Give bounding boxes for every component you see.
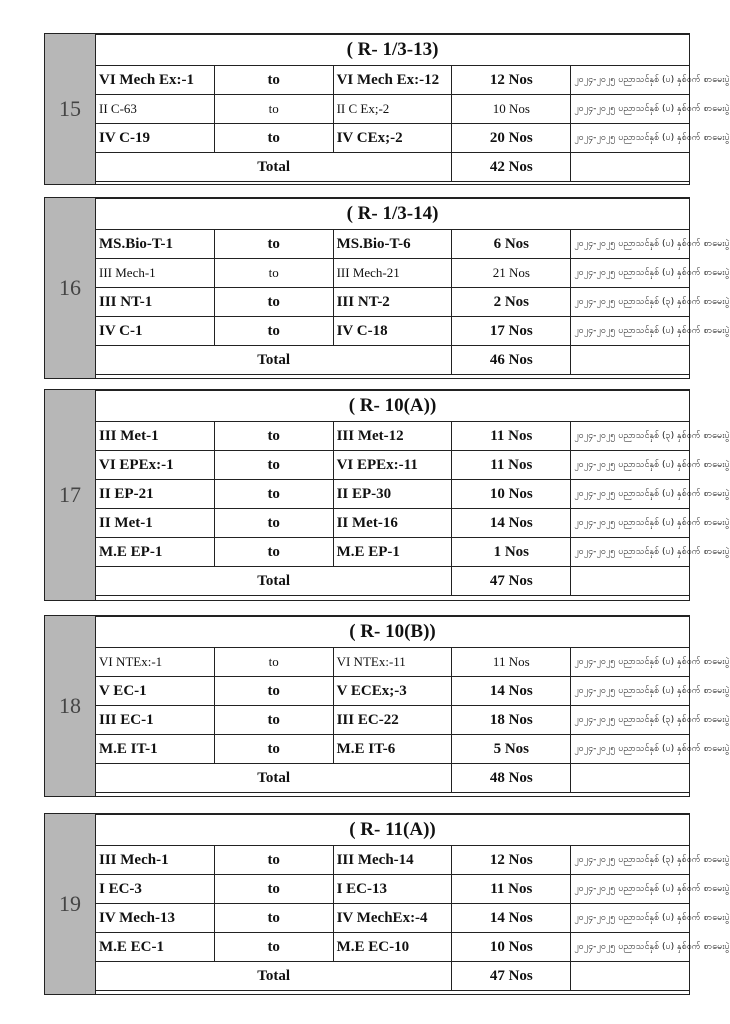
total-value: 42 Nos [452, 153, 571, 182]
total-empty-cell [571, 962, 690, 991]
to-roll: IV MechEx:-4 [333, 904, 452, 933]
total-row [96, 962, 690, 991]
total-value: 47 Nos [452, 567, 571, 596]
room-block [44, 33, 730, 185]
exam-note: ၂၀၂၄-၂၀၂၅ ပညာသင်နှစ် (ပ) နှစ်ဝက် စာမေးပွဲ [571, 933, 690, 962]
table-row [96, 317, 690, 346]
total-label: Total [96, 764, 452, 793]
total-value: 47 Nos [452, 962, 571, 991]
total-label: Total [96, 567, 452, 596]
from-roll: III Mech-1 [96, 846, 215, 875]
to-roll: IV C-18 [333, 317, 452, 346]
from-roll: V EC-1 [96, 677, 215, 706]
exam-note: ၂၀၂၄-၂၀၂၅ ပညာသင်နှစ် (ပ) နှစ်ဝက် စာမေးပွဲ [571, 875, 690, 904]
quantity: 14 Nos [452, 677, 571, 706]
to-label: to [214, 317, 333, 346]
room-table [95, 390, 730, 596]
room-block [44, 615, 730, 797]
room-table [95, 34, 730, 182]
from-roll: IV C-19 [96, 124, 215, 153]
to-roll: M.E EC-10 [333, 933, 452, 962]
to-label: to [214, 451, 333, 480]
to-roll: V ECEx;-3 [333, 677, 452, 706]
table-row [96, 422, 690, 451]
exam-note: ၂၀၂၄-၂၀၂၅ ပညာသင်နှစ် (၃) နှစ်ဝက် စာမေးပွဲ [571, 706, 690, 735]
exam-note: ၂၀၂၄-၂၀၂၅ ပညာသင်နှစ် (ပ) နှစ်ဝက် စာမေးပွဲ [571, 95, 690, 124]
table-row [96, 259, 690, 288]
to-label: to [214, 230, 333, 259]
table-row [96, 648, 690, 677]
room-title: ( R- 11(A)) [96, 815, 690, 846]
table-row [96, 509, 690, 538]
to-roll: III Mech-21 [333, 259, 452, 288]
total-row [96, 346, 690, 375]
quantity: 11 Nos [452, 422, 571, 451]
exam-note: ၂၀၂၄-၂၀၂၅ ပညာသင်နှစ် (ပ) နှစ်ဝက် စာမေးပွဲ [571, 538, 690, 567]
total-value: 46 Nos [452, 346, 571, 375]
to-label: to [214, 124, 333, 153]
total-empty-cell [571, 764, 690, 793]
table-row [96, 846, 690, 875]
to-label: to [214, 66, 333, 95]
to-label: to [214, 538, 333, 567]
total-label: Total [96, 153, 452, 182]
quantity: 12 Nos [452, 66, 571, 95]
exam-note: ၂၀၂၄-၂၀၂၅ ပညာသင်နှစ် (ပ) နှစ်ဝက် စာမေးပွဲ [571, 66, 690, 95]
total-row [96, 567, 690, 596]
room-title: ( R- 10(A)) [96, 391, 690, 422]
table-row [96, 904, 690, 933]
room-block [44, 389, 730, 601]
exam-note: ၂၀၂၄-၂၀၂၅ ပညာသင်နှစ် (၃) နှစ်ဝက် စာမေးပွဲ [571, 422, 690, 451]
to-label: to [214, 735, 333, 764]
to-label: to [214, 288, 333, 317]
room-block [44, 813, 730, 995]
from-roll: II Met-1 [96, 509, 215, 538]
table-row [96, 875, 690, 904]
quantity: 11 Nos [452, 451, 571, 480]
exam-note: ၂၀၂၄-၂၀၂၅ ပညာသင်နှစ် (ပ) နှစ်ဝက် စာမေးပွဲ [571, 124, 690, 153]
table-row [96, 124, 690, 153]
from-roll: M.E EC-1 [96, 933, 215, 962]
table-row [96, 538, 690, 567]
to-label: to [214, 904, 333, 933]
table-row [96, 451, 690, 480]
block-number: 16 [45, 198, 96, 378]
from-roll: VI NTEx:-1 [96, 648, 215, 677]
to-roll: VI NTEx:-11 [333, 648, 452, 677]
room-title: ( R- 1/3-14) [96, 199, 690, 230]
quantity: 10 Nos [452, 933, 571, 962]
quantity: 5 Nos [452, 735, 571, 764]
to-label: to [214, 677, 333, 706]
from-roll: I EC-3 [96, 875, 215, 904]
to-label: to [214, 422, 333, 451]
table-row [96, 706, 690, 735]
quantity: 11 Nos [452, 875, 571, 904]
room-block [44, 197, 730, 379]
exam-note: ၂၀၂၄-၂၀၂၅ ပညာသင်နှစ် (ပ) နှစ်ဝက် စာမေးပွဲ [571, 230, 690, 259]
to-roll: III NT-2 [333, 288, 452, 317]
to-label: to [214, 933, 333, 962]
table-row [96, 288, 690, 317]
room-table [95, 198, 730, 375]
exam-note: ၂၀၂၄-၂၀၂၅ ပညာသင်နှစ် (ပ) နှစ်ဝက် စာမေးပွဲ [571, 451, 690, 480]
to-roll: VI Mech Ex:-12 [333, 66, 452, 95]
from-roll: II EP-21 [96, 480, 215, 509]
quantity: 10 Nos [452, 480, 571, 509]
total-value: 48 Nos [452, 764, 571, 793]
exam-note: ၂၀၂၄-၂၀၂၅ ပညာသင်နှစ် (ပ) နှစ်ဝက် စာမေးပွဲ [571, 509, 690, 538]
to-roll: III Mech-14 [333, 846, 452, 875]
to-roll: M.E IT-6 [333, 735, 452, 764]
table-row [96, 95, 690, 124]
to-roll: III EC-22 [333, 706, 452, 735]
quantity: 20 Nos [452, 124, 571, 153]
room-table [95, 814, 730, 991]
to-label: to [214, 846, 333, 875]
to-roll: VI EPEx:-11 [333, 451, 452, 480]
table-row [96, 480, 690, 509]
from-roll: M.E EP-1 [96, 538, 215, 567]
to-label: to [214, 648, 333, 677]
from-roll: III NT-1 [96, 288, 215, 317]
from-roll: M.E IT-1 [96, 735, 215, 764]
total-row [96, 764, 690, 793]
exam-note: ၂၀၂၄-၂၀၂၅ ပညာသင်နှစ် (ပ) နှစ်ဝက် စာမေးပွဲ [571, 677, 690, 706]
from-roll: IV C-1 [96, 317, 215, 346]
exam-note: ၂၀၂၄-၂၀၂၅ ပညာသင်နှစ် (ပ) နှစ်ဝက် စာမေးပွဲ [571, 648, 690, 677]
quantity: 17 Nos [452, 317, 571, 346]
from-roll: III Met-1 [96, 422, 215, 451]
quantity: 10 Nos [452, 95, 571, 124]
exam-note: ၂၀၂၄-၂၀၂၅ ပညာသင်နှစ် (ပ) နှစ်ဝက် စာမေးပွဲ [571, 259, 690, 288]
room-title: ( R- 10(B)) [96, 617, 690, 648]
table-row [96, 735, 690, 764]
from-roll: VI EPEx:-1 [96, 451, 215, 480]
quantity: 11 Nos [452, 648, 571, 677]
total-row [96, 153, 690, 182]
table-row [96, 933, 690, 962]
to-roll: II EP-30 [333, 480, 452, 509]
to-label: to [214, 509, 333, 538]
to-roll: II C Ex;-2 [333, 95, 452, 124]
from-roll: MS.Bio-T-1 [96, 230, 215, 259]
to-roll: M.E EP-1 [333, 538, 452, 567]
quantity: 12 Nos [452, 846, 571, 875]
room-title: ( R- 1/3-13) [96, 35, 690, 66]
from-roll: III EC-1 [96, 706, 215, 735]
exam-note: ၂၀၂၄-၂၀၂၅ ပညာသင်နှစ် (၃) နှစ်ဝက် စာမေးပွဲ [571, 288, 690, 317]
to-roll: I EC-13 [333, 875, 452, 904]
to-roll: IV CEx;-2 [333, 124, 452, 153]
block-number: 17 [45, 390, 96, 600]
room-table [95, 616, 730, 793]
quantity: 1 Nos [452, 538, 571, 567]
total-empty-cell [571, 567, 690, 596]
total-empty-cell [571, 153, 690, 182]
to-label: to [214, 875, 333, 904]
exam-note: ၂၀၂၄-၂၀၂၅ ပညာသင်နှစ် (ပ) နှစ်ဝက် စာမေးပွဲ [571, 735, 690, 764]
quantity: 21 Nos [452, 259, 571, 288]
from-roll: IV Mech-13 [96, 904, 215, 933]
to-roll: III Met-12 [333, 422, 452, 451]
block-number: 18 [45, 616, 96, 796]
exam-note: ၂၀၂၄-၂၀၂၅ ပညာသင်နှစ် (ပ) နှစ်ဝက် စာမေးပွဲ [571, 480, 690, 509]
table-row [96, 230, 690, 259]
from-roll: VI Mech Ex:-1 [96, 66, 215, 95]
exam-note: ၂၀၂၄-၂၀၂၅ ပညာသင်နှစ် (ပ) နှစ်ဝက် စာမေးပွဲ [571, 317, 690, 346]
exam-note: ၂၀၂၄-၂၀၂၅ ပညာသင်နှစ် (၃) နှစ်ဝက် စာမေးပွဲ [571, 846, 690, 875]
quantity: 6 Nos [452, 230, 571, 259]
to-label: to [214, 95, 333, 124]
to-label: to [214, 259, 333, 288]
block-number: 19 [45, 814, 96, 994]
quantity: 2 Nos [452, 288, 571, 317]
table-row [96, 66, 690, 95]
total-label: Total [96, 962, 452, 991]
to-roll: MS.Bio-T-6 [333, 230, 452, 259]
block-number: 15 [45, 34, 96, 184]
quantity: 18 Nos [452, 706, 571, 735]
to-label: to [214, 706, 333, 735]
quantity: 14 Nos [452, 509, 571, 538]
table-row [96, 677, 690, 706]
to-label: to [214, 480, 333, 509]
from-roll: II C-63 [96, 95, 215, 124]
total-empty-cell [571, 346, 690, 375]
total-label: Total [96, 346, 452, 375]
quantity: 14 Nos [452, 904, 571, 933]
from-roll: III Mech-1 [96, 259, 215, 288]
to-roll: II Met-16 [333, 509, 452, 538]
exam-note: ၂၀၂၄-၂၀၂၅ ပညာသင်နှစ် (ပ) နှစ်ဝက် စာမေးပွဲ [571, 904, 690, 933]
